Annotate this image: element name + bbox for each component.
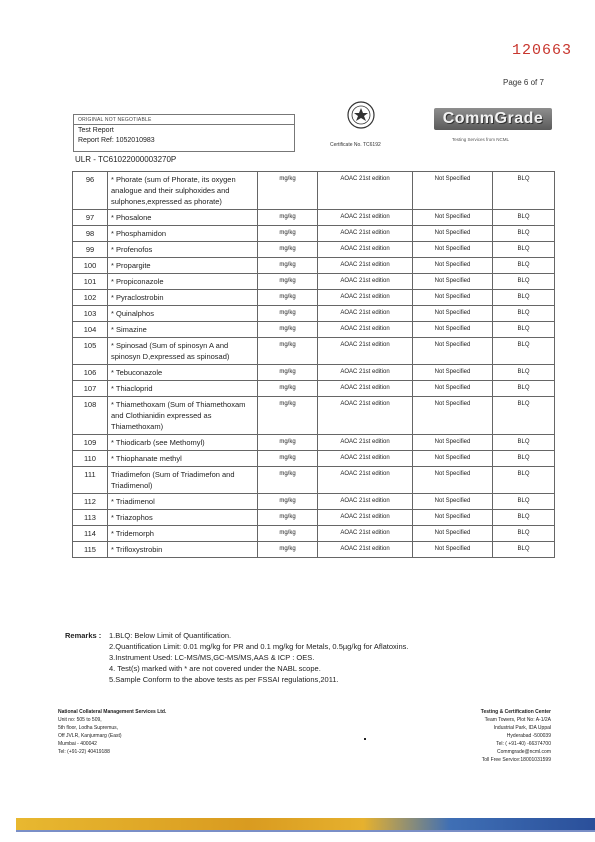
accreditation-seal-icon [346, 100, 376, 130]
footer-lab-line: Team Towers, Plot No: A-1/2A [484, 717, 551, 723]
parameter-name: Triadimefon (Sum of Triadimefon and Triadimenol) [108, 467, 258, 494]
table-row [73, 242, 555, 258]
limit-cell: Not Specified [413, 435, 493, 451]
page-number: Page 6 of 7 [503, 78, 544, 87]
result-cell: BLQ [493, 290, 555, 306]
limit-cell: Not Specified [413, 172, 493, 210]
ulr-number: ULR - TC61022000003270P [75, 155, 177, 164]
parameter-name: * Phosalone [108, 210, 258, 226]
parameter-name: * Quinalphos [108, 306, 258, 322]
row-number: 103 [73, 306, 108, 322]
footer-address-line: Unit no: 505 to 509, [58, 717, 102, 723]
parameter-name: * Phorate (sum of Phorate, its oxygen analogue and their sulphoxides and sulphones,expressed as phorate) [108, 172, 258, 210]
row-number: 97 [73, 210, 108, 226]
row-number: 109 [73, 435, 108, 451]
report-header-box [73, 114, 295, 152]
footer-lab-line: Hyderabad -500039 [506, 733, 551, 739]
unit-cell: mg/kg [258, 542, 318, 558]
method-cell: AOAC 21st edition [318, 290, 413, 306]
unit-cell: mg/kg [258, 226, 318, 242]
logo-text: CommGrade [442, 110, 544, 127]
result-cell: BLQ [493, 510, 555, 526]
result-cell: BLQ [493, 258, 555, 274]
parameter-name: * Profenofos [108, 242, 258, 258]
unit-cell: mg/kg [258, 365, 318, 381]
table-row [73, 365, 555, 381]
certificate-number: Certificate No. TC6192 [330, 142, 381, 148]
row-number: 111 [73, 467, 108, 494]
method-cell: AOAC 21st edition [318, 322, 413, 338]
result-cell: BLQ [493, 467, 555, 494]
result-cell: BLQ [493, 365, 555, 381]
row-number: 112 [73, 494, 108, 510]
logo-tagline: Testing Services from NCML [452, 137, 510, 142]
limit-cell: Not Specified [413, 226, 493, 242]
footer-address-line: Mumbai - 400042 [58, 741, 97, 747]
result-cell: BLQ [493, 242, 555, 258]
parameter-name: * Propiconazole [108, 274, 258, 290]
unit-cell: mg/kg [258, 510, 318, 526]
table-row [73, 210, 555, 226]
table-row [73, 451, 555, 467]
footer-address-line: Off JVLR, Kanjurmarg (East) [58, 733, 122, 739]
unit-cell: mg/kg [258, 210, 318, 226]
result-cell: BLQ [493, 397, 555, 435]
header-divider [74, 124, 294, 125]
result-cell: BLQ [493, 322, 555, 338]
table-row [73, 381, 555, 397]
method-cell: AOAC 21st edition [318, 258, 413, 274]
footer-phone: Tel: (+91-22) 40419188 [58, 749, 110, 755]
table-row [73, 226, 555, 242]
unit-cell: mg/kg [258, 381, 318, 397]
parameter-name: * Pyraclostrobin [108, 290, 258, 306]
limit-cell: Not Specified [413, 210, 493, 226]
result-cell: BLQ [493, 526, 555, 542]
report-title: Test Report [78, 127, 114, 134]
row-number: 101 [73, 274, 108, 290]
unit-cell: mg/kg [258, 242, 318, 258]
table-row [73, 306, 555, 322]
remark-item: 4. Test(s) marked with * are not covered under the NABL scope. [109, 664, 321, 673]
method-cell: AOAC 21st edition [318, 365, 413, 381]
footer-lab-address [351, 708, 551, 764]
result-cell: BLQ [493, 210, 555, 226]
method-cell: AOAC 21st edition [318, 451, 413, 467]
parameter-name: * Triazophos [108, 510, 258, 526]
row-number: 96 [73, 172, 108, 210]
unit-cell: mg/kg [258, 451, 318, 467]
row-number: 104 [73, 322, 108, 338]
result-cell: BLQ [493, 435, 555, 451]
remark-item: 3.Instrument Used: LC-MS/MS,GC-MS/MS,AAS & ICP : OES. [109, 653, 315, 662]
limit-cell: Not Specified [413, 397, 493, 435]
method-cell: AOAC 21st edition [318, 338, 413, 365]
row-number: 114 [73, 526, 108, 542]
parameter-name: * Thiophanate methyl [108, 451, 258, 467]
unit-cell: mg/kg [258, 397, 318, 435]
table-row [73, 494, 555, 510]
row-number: 108 [73, 397, 108, 435]
unit-cell: mg/kg [258, 338, 318, 365]
limit-cell: Not Specified [413, 322, 493, 338]
row-number: 107 [73, 381, 108, 397]
row-number: 99 [73, 242, 108, 258]
remark-item: 2.Quantification Limit: 0.01 mg/kg for PR and 0.1 mg/kg for Metals, 0.5µg/kg for Aflatoxins. [109, 642, 409, 651]
result-cell: BLQ [493, 451, 555, 467]
footer-color-stripe-bottom [16, 830, 595, 832]
footer-lab-tollfree: Toll Free Service:18001031599 [481, 757, 551, 763]
unit-cell: mg/kg [258, 172, 318, 210]
table-row [73, 258, 555, 274]
method-cell: AOAC 21st edition [318, 381, 413, 397]
method-cell: AOAC 21st edition [318, 435, 413, 451]
table-row [73, 397, 555, 435]
footer-company-address [58, 708, 258, 756]
result-cell: BLQ [493, 542, 555, 558]
footer-lab-title: Testing & Certification Center [480, 709, 551, 715]
table-row [73, 274, 555, 290]
table-row [73, 510, 555, 526]
limit-cell: Not Specified [413, 494, 493, 510]
parameter-name: * Thiodicarb (see Methomyl) [108, 435, 258, 451]
unit-cell: mg/kg [258, 435, 318, 451]
table-row [73, 526, 555, 542]
limit-cell: Not Specified [413, 542, 493, 558]
remark-item: 1.BLQ: Below Limit of Quantification. [109, 631, 232, 640]
method-cell: AOAC 21st edition [318, 467, 413, 494]
footer-color-stripe [16, 818, 595, 830]
parameter-name: * Phosphamidon [108, 226, 258, 242]
limit-cell: Not Specified [413, 338, 493, 365]
limit-cell: Not Specified [413, 306, 493, 322]
remark-item: 5.Sample Conform to the above tests as per FSSAI regulations,2011. [109, 675, 339, 684]
limit-cell: Not Specified [413, 467, 493, 494]
limit-cell: Not Specified [413, 274, 493, 290]
limit-cell: Not Specified [413, 510, 493, 526]
method-cell: AOAC 21st edition [318, 306, 413, 322]
limit-cell: Not Specified [413, 258, 493, 274]
remarks-label: Remarks : [65, 631, 102, 640]
limit-cell: Not Specified [413, 451, 493, 467]
remarks-list [109, 630, 549, 685]
report-ref: Report Ref: 1052010983 [78, 137, 155, 144]
parameter-name: * Simazine [108, 322, 258, 338]
method-cell: AOAC 21st edition [318, 542, 413, 558]
unit-cell: mg/kg [258, 526, 318, 542]
footer-lab-phone: Tel: ( +91-40) -66374700 [496, 741, 551, 747]
parameter-name: * Spinosad (Sum of spinosyn A and spinosyn D,expressed as spinosad) [108, 338, 258, 365]
limit-cell: Not Specified [413, 381, 493, 397]
method-cell: AOAC 21st edition [318, 510, 413, 526]
row-number: 115 [73, 542, 108, 558]
limit-cell: Not Specified [413, 365, 493, 381]
row-number: 102 [73, 290, 108, 306]
parameter-name: * Trifloxystrobin [108, 542, 258, 558]
parameter-name: * Triadimenol [108, 494, 258, 510]
unit-cell: mg/kg [258, 274, 318, 290]
unit-cell: mg/kg [258, 306, 318, 322]
parameter-name: * Thiamethoxam (Sum of Thiamethoxam and Clothianidin expressed as Thiamethoxam) [108, 397, 258, 435]
table-row [73, 290, 555, 306]
table-row [73, 435, 555, 451]
parameter-name: * Thiacloprid [108, 381, 258, 397]
result-cell: BLQ [493, 494, 555, 510]
method-cell: AOAC 21st edition [318, 494, 413, 510]
table-row [73, 322, 555, 338]
result-cell: BLQ [493, 274, 555, 290]
unit-cell: mg/kg [258, 290, 318, 306]
limit-cell: Not Specified [413, 290, 493, 306]
row-number: 113 [73, 510, 108, 526]
method-cell: AOAC 21st edition [318, 397, 413, 435]
commgrade-logo [434, 108, 552, 148]
result-cell: BLQ [493, 381, 555, 397]
original-note: ORIGINAL NOT NEGOTIABLE [78, 117, 152, 123]
method-cell: AOAC 21st edition [318, 172, 413, 210]
result-cell: BLQ [493, 226, 555, 242]
results-table [72, 171, 555, 558]
unit-cell: mg/kg [258, 494, 318, 510]
unit-cell: mg/kg [258, 258, 318, 274]
method-cell: AOAC 21st edition [318, 274, 413, 290]
parameter-name: * Tridemorph [108, 526, 258, 542]
parameter-name: * Tebuconazole [108, 365, 258, 381]
table-row [73, 542, 555, 558]
serial-number: 120663 [512, 42, 573, 59]
result-cell: BLQ [493, 172, 555, 210]
table-row [73, 338, 555, 365]
limit-cell: Not Specified [413, 526, 493, 542]
table-row [73, 172, 555, 210]
result-cell: BLQ [493, 338, 555, 365]
method-cell: AOAC 21st edition [318, 226, 413, 242]
row-number: 110 [73, 451, 108, 467]
unit-cell: mg/kg [258, 322, 318, 338]
method-cell: AOAC 21st edition [318, 242, 413, 258]
footer-company-name: National Collateral Management Services Ltd. [58, 709, 167, 715]
method-cell: AOAC 21st edition [318, 210, 413, 226]
row-number: 106 [73, 365, 108, 381]
unit-cell: mg/kg [258, 467, 318, 494]
footer-address-line: 5th floor, Lodha Supremus, [58, 725, 119, 731]
footer-lab-line: Industrial Park, IDA Uppal [493, 725, 551, 731]
result-cell: BLQ [493, 306, 555, 322]
row-number: 105 [73, 338, 108, 365]
parameter-name: * Propargite [108, 258, 258, 274]
limit-cell: Not Specified [413, 242, 493, 258]
table-row [73, 467, 555, 494]
footer-lab-email: Commgrade@ncml.com [497, 749, 551, 755]
accreditation-mark [330, 100, 410, 150]
row-number: 100 [73, 258, 108, 274]
method-cell: AOAC 21st edition [318, 526, 413, 542]
row-number: 98 [73, 226, 108, 242]
